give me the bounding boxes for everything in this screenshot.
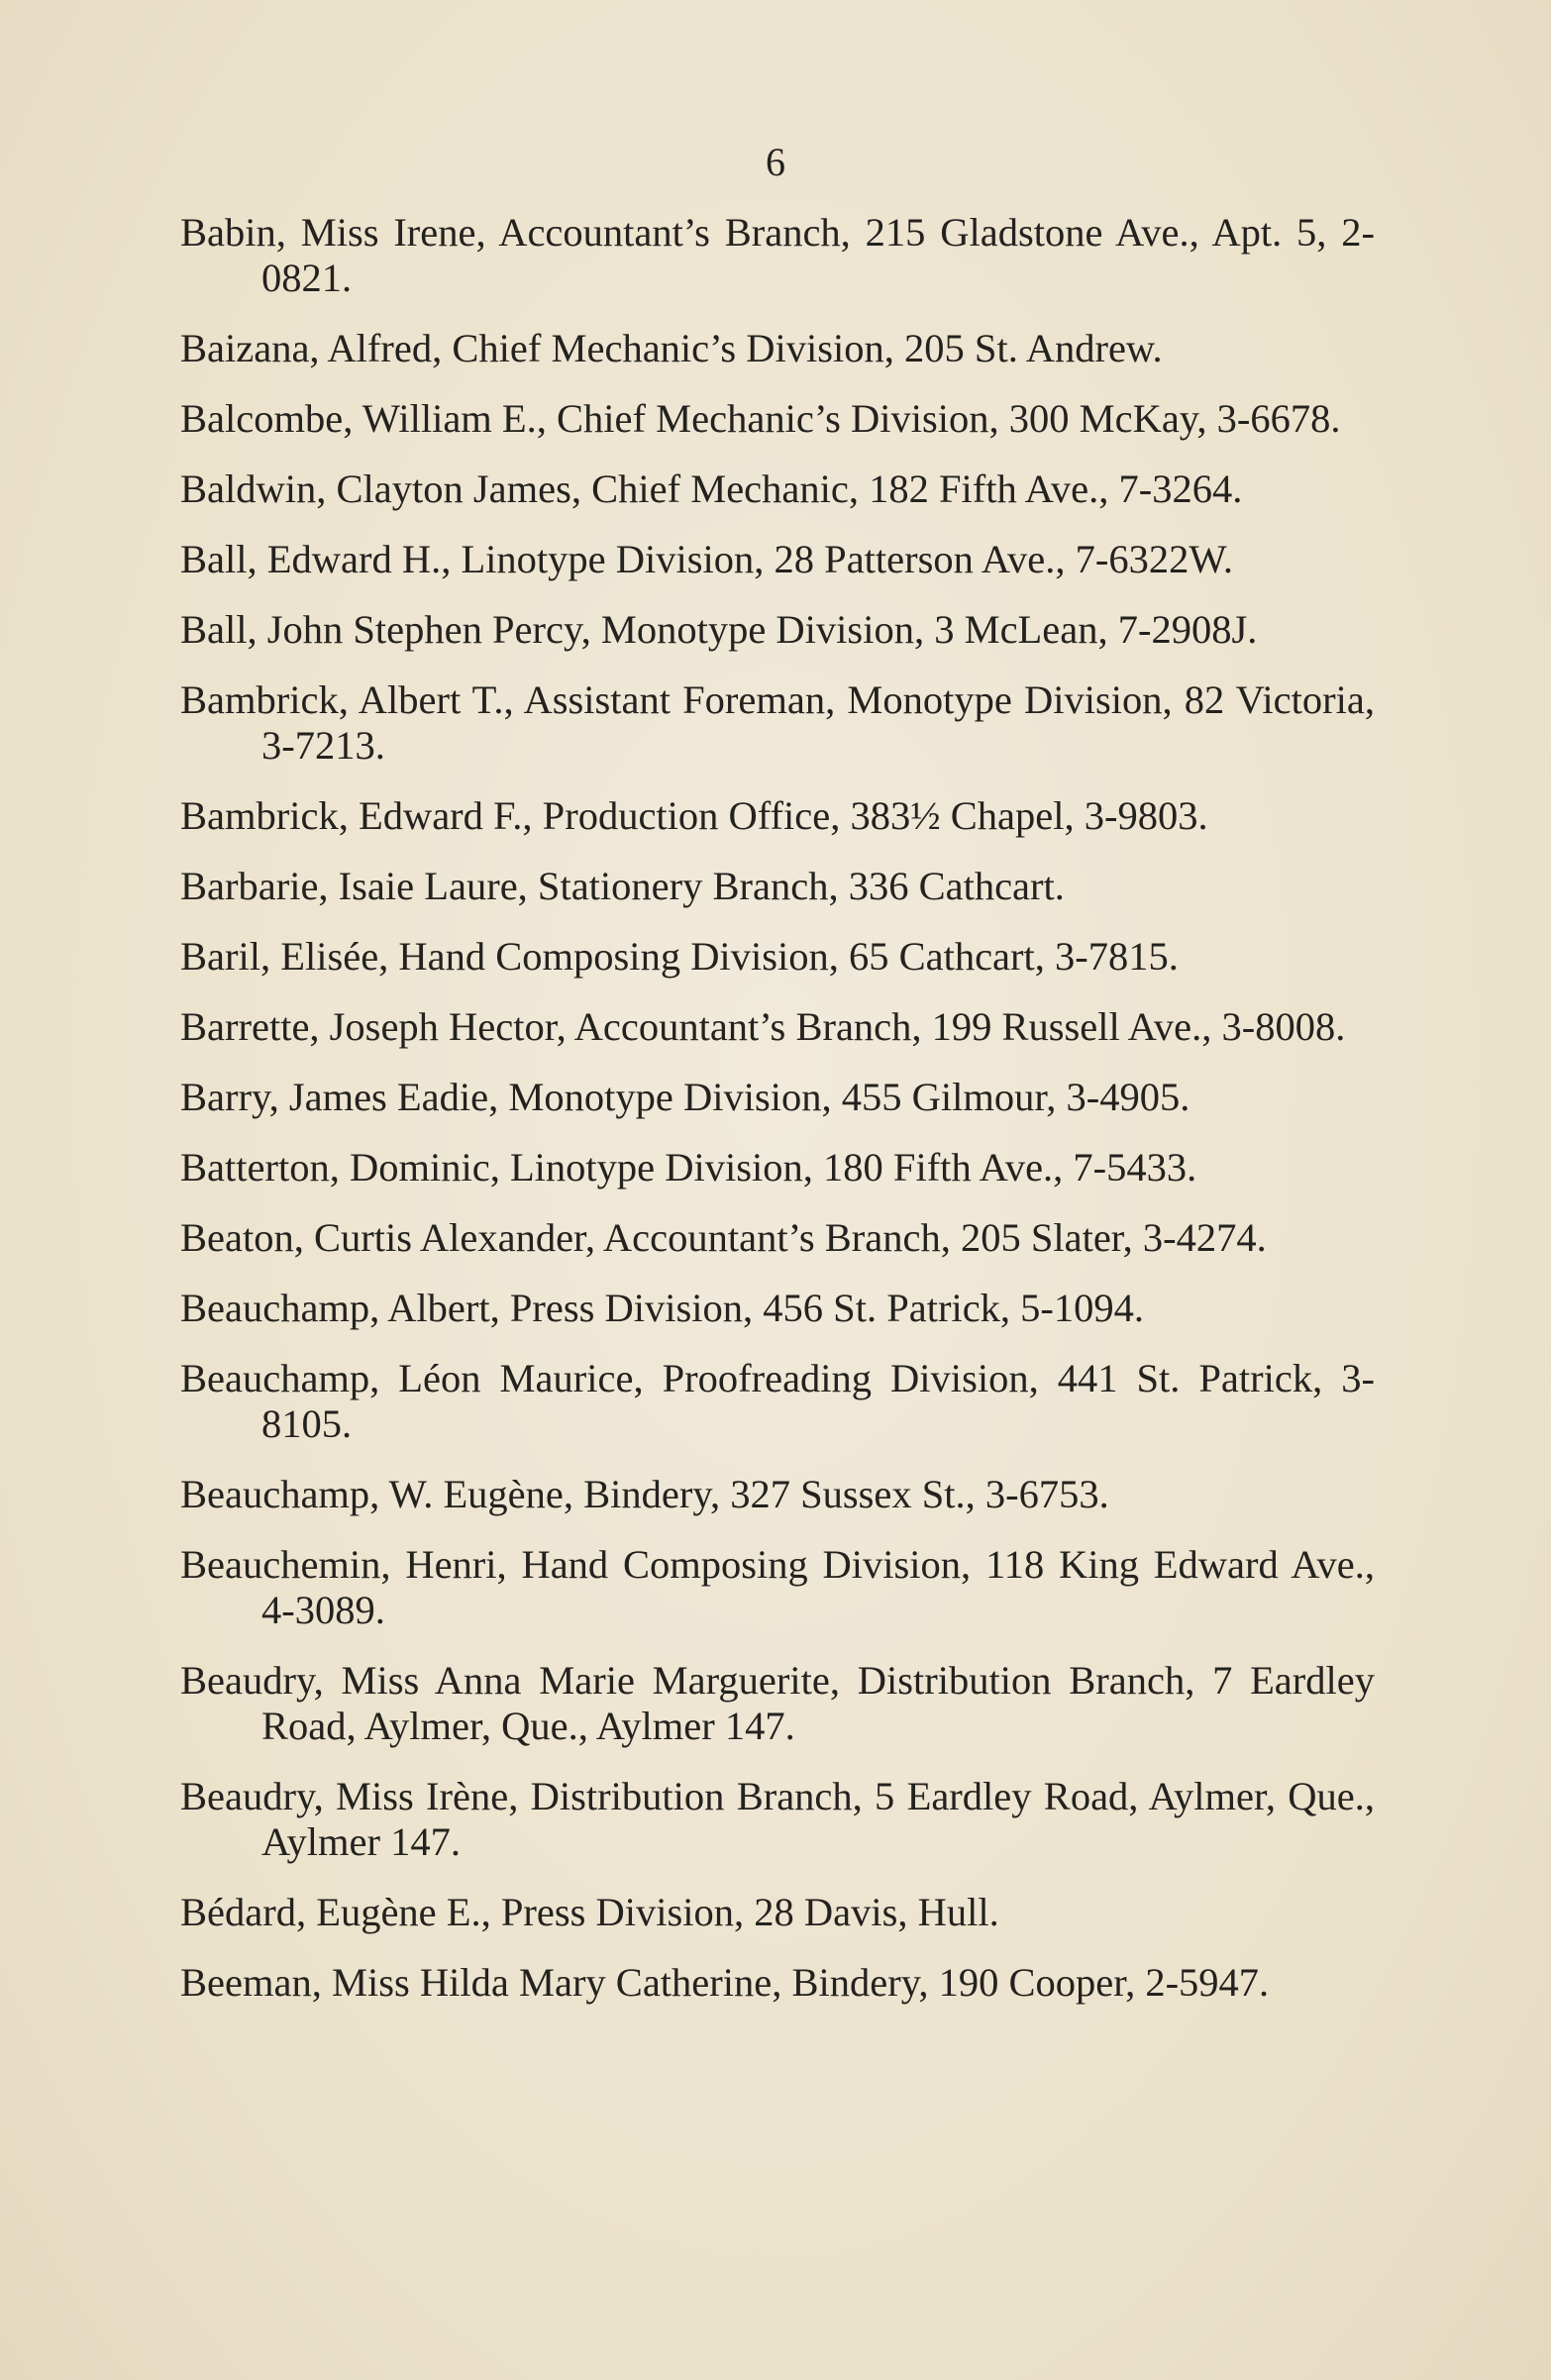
list-item: Ball, Edward H., Linotype Division, 28 Patterson Ave., 7-6322W.	[180, 537, 1234, 581]
list-item: Beauchamp, Léon Maurice, Proofreading Division, 441 St. Patrick, 3-8105.	[180, 1356, 1375, 1446]
list-item: Beauchamp, Albert, Press Division, 456 St. Patrick, 5-1094.	[180, 1286, 1145, 1330]
list-item: Baril, Elisée, Hand Composing Division, 65 Cathcart, 3-7815.	[180, 934, 1179, 979]
list-item: Barry, James Eadie, Monotype Division, 455 Gilmour, 3-4905.	[180, 1075, 1190, 1119]
list-item: Bambrick, Albert T., Assistant Foreman, Monotype Division, 82 Victoria, 3-7213.	[180, 677, 1375, 768]
employee-list	[180, 210, 1375, 2030]
page-number: 6	[766, 140, 785, 184]
list-item: Beeman, Miss Hilda Mary Catherine, Bindery, 190 Cooper, 2-5947.	[180, 1960, 1270, 2005]
list-item: Barbarie, Isaie Laure, Stationery Branch, 336 Cathcart.	[180, 864, 1065, 908]
list-item: Beaudry, Miss Anna Marie Marguerite, Distribution Branch, 7 Eardley Road, Aylmer, Que., Aylmer 147.	[180, 1658, 1375, 1748]
list-item: Beauchemin, Henri, Hand Composing Division, 118 King Edward Ave., 4-3089.	[180, 1542, 1375, 1632]
list-item: Bédard, Eugène E., Press Division, 28 Davis, Hull.	[180, 1890, 999, 1934]
list-item: Barrette, Joseph Hector, Accountant’s Branch, 199 Russell Ave., 3-8008.	[180, 1004, 1346, 1049]
list-item: Beaton, Curtis Alexander, Accountant’s Branch, 205 Slater, 3-4274.	[180, 1215, 1267, 1260]
list-item: Baldwin, Clayton James, Chief Mechanic, 182 Fifth Ave., 7-3264.	[180, 466, 1243, 511]
list-item: Beaudry, Miss Irène, Distribution Branch, 5 Eardley Road, Aylmer, Que., Aylmer 147.	[180, 1774, 1375, 1864]
list-item: Beauchamp, W. Eugène, Bindery, 327 Sussex St., 3-6753.	[180, 1472, 1109, 1516]
list-item: Batterton, Dominic, Linotype Division, 180 Fifth Ave., 7-5433.	[180, 1145, 1197, 1190]
list-item: Babin, Miss Irene, Accountant’s Branch, 215 Gladstone Ave., Apt. 5, 2-0821.	[180, 210, 1375, 300]
list-item: Balcombe, William E., Chief Mechanic’s Division, 300 McKay, 3-6678.	[180, 396, 1341, 441]
list-item: Baizana, Alfred, Chief Mechanic’s Division, 205 St. Andrew.	[180, 326, 1163, 370]
list-item: Ball, John Stephen Percy, Monotype Division, 3 McLean, 7-2908J.	[180, 607, 1258, 652]
list-item: Bambrick, Edward F., Production Office, 383½ Chapel, 3-9803.	[180, 793, 1208, 838]
